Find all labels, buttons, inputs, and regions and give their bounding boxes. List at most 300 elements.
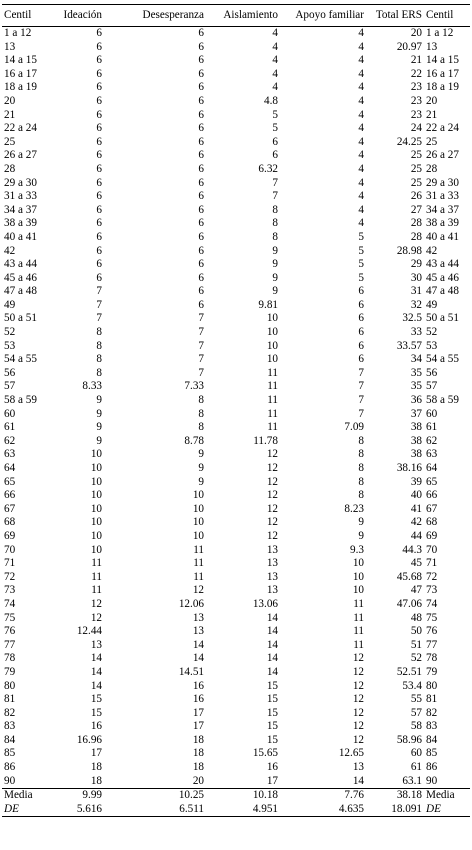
cell-ideacion: 8 xyxy=(96,339,102,352)
cell-centil-right: 58 a 59 xyxy=(426,394,459,407)
cell-aislamiento: 14 xyxy=(266,665,278,678)
table-row xyxy=(2,204,470,218)
sd-apoyo-familiar: 4.635 xyxy=(280,803,366,817)
cell-desesperanza: 17 xyxy=(192,720,204,733)
cell-ideacion: 6 xyxy=(96,40,102,53)
cell-total-ers: 38 xyxy=(410,448,422,461)
cell-centil-right: 71 xyxy=(426,557,438,570)
cell-desesperanza: 6 xyxy=(198,230,204,243)
cell-centil-right: 68 xyxy=(426,516,438,529)
sd-total-ers: 18.091 xyxy=(366,803,424,817)
cell-centil-right: 16 a 17 xyxy=(426,67,459,80)
cell-ideacion: 18 xyxy=(90,774,102,787)
cell-centil-left: 60 xyxy=(4,407,16,420)
cell-total-ers: 28 xyxy=(410,217,422,230)
cell-ideacion: 6 xyxy=(96,135,102,148)
cell-centil-left: 18 a 19 xyxy=(4,81,37,94)
cell-ideacion: 6 xyxy=(96,203,102,216)
cell-centil-left: 56 xyxy=(4,366,16,379)
cell-centil-right: 65 xyxy=(426,475,438,488)
cell-centil-right: 26 a 27 xyxy=(426,149,459,162)
cell-aislamiento: 9 xyxy=(272,271,278,284)
cell-apoyo-familiar: 11 xyxy=(353,625,364,638)
cell-centil-left: 66 xyxy=(4,489,16,502)
cell-centil-right: 67 xyxy=(426,502,438,515)
cell-apoyo-familiar: 9 xyxy=(358,529,364,542)
cell-apoyo-familiar: 7.09 xyxy=(344,421,364,434)
cell-total-ers: 45.68 xyxy=(396,570,422,583)
cell-centil-left: 34 a 37 xyxy=(4,203,37,216)
cell-aislamiento: 10 xyxy=(266,339,278,352)
cell-desesperanza: 10 xyxy=(192,489,204,502)
cell-ideacion: 16 xyxy=(90,720,102,733)
cell-total-ers: 63.1 xyxy=(402,774,422,787)
table-row xyxy=(2,149,470,163)
mean-apoyo-familiar: 7.76 xyxy=(280,789,366,803)
cell-total-ers: 52 xyxy=(410,652,422,665)
cell-ideacion: 11 xyxy=(91,584,102,597)
cell-centil-right: 29 a 30 xyxy=(426,176,459,189)
cell-desesperanza: 18 xyxy=(192,761,204,774)
cell-aislamiento: 9 xyxy=(272,258,278,271)
cell-ideacion: 6 xyxy=(96,81,102,94)
cell-centil-left: 85 xyxy=(4,747,16,760)
cell-aislamiento: 13 xyxy=(266,584,278,597)
cell-total-ers: 38 xyxy=(410,434,422,447)
table-row xyxy=(2,326,470,340)
header-centil-right: Centil xyxy=(424,5,470,27)
cell-centil-left: 1 a 12 xyxy=(4,27,32,39)
cell-aislamiento: 5 xyxy=(272,108,278,121)
cell-centil-right: 72 xyxy=(426,570,438,583)
cell-total-ers: 36 xyxy=(410,394,422,407)
cell-centil-right: 20 xyxy=(426,94,438,107)
cell-apoyo-familiar: 6 xyxy=(358,298,364,311)
table-row xyxy=(2,530,470,544)
cell-centil-right: 66 xyxy=(426,489,438,502)
table-row xyxy=(2,503,470,517)
cell-aislamiento: 14 xyxy=(266,611,278,624)
cell-total-ers: 25 xyxy=(410,176,422,189)
table-row xyxy=(2,584,470,598)
cell-aislamiento: 13 xyxy=(266,557,278,570)
cell-desesperanza: 6 xyxy=(198,217,204,230)
cell-centil-right: 25 xyxy=(426,135,438,148)
cell-apoyo-familiar: 8 xyxy=(358,448,364,461)
table-row xyxy=(2,612,470,626)
cell-ideacion: 16.96 xyxy=(76,733,102,746)
cell-ideacion: 10 xyxy=(90,516,102,529)
cell-centil-left: 67 xyxy=(4,502,16,515)
cell-ideacion: 18 xyxy=(90,761,102,774)
cell-desesperanza: 14.51 xyxy=(178,665,204,678)
cell-apoyo-familiar: 6 xyxy=(358,339,364,352)
cell-ideacion: 8 xyxy=(96,366,102,379)
cell-ideacion: 9 xyxy=(96,394,102,407)
cell-ideacion: 6 xyxy=(96,122,102,135)
cell-aislamiento: 15 xyxy=(266,679,278,692)
cell-centil-right: 85 xyxy=(426,747,438,760)
cell-apoyo-familiar: 12 xyxy=(352,706,364,719)
table-row xyxy=(2,666,470,680)
table-row xyxy=(2,598,470,612)
cell-desesperanza: 8 xyxy=(198,394,204,407)
cell-aislamiento: 9 xyxy=(272,285,278,298)
table-row xyxy=(2,380,470,394)
cell-aislamiento: 17 xyxy=(266,774,278,787)
cell-centil-left: 61 xyxy=(4,421,16,434)
cell-total-ers: 53.4 xyxy=(402,679,422,692)
cell-apoyo-familiar: 5 xyxy=(358,230,364,243)
table-row xyxy=(2,544,470,558)
cell-apoyo-familiar: 4 xyxy=(358,67,364,80)
table-row xyxy=(2,394,470,408)
table-row xyxy=(2,258,470,272)
cell-desesperanza: 6 xyxy=(198,94,204,107)
header-ideacion: Ideación xyxy=(52,5,104,27)
cell-aislamiento: 14 xyxy=(266,638,278,651)
cell-centil-left: 28 xyxy=(4,162,16,175)
cell-aislamiento: 6 xyxy=(272,135,278,148)
cell-aislamiento: 14 xyxy=(266,652,278,665)
cell-desesperanza: 9 xyxy=(198,462,204,474)
cell-total-ers: 45 xyxy=(410,557,422,570)
cell-desesperanza: 6 xyxy=(198,162,204,175)
cell-ideacion: 10 xyxy=(90,502,102,515)
cell-centil-left: 58 a 59 xyxy=(4,394,37,407)
cell-total-ers: 44 xyxy=(410,529,422,542)
cell-aislamiento: 8 xyxy=(272,230,278,243)
cell-apoyo-familiar: 4 xyxy=(358,217,364,230)
cell-total-ers: 20 xyxy=(410,27,422,39)
cell-ideacion: 6 xyxy=(96,94,102,107)
cell-ideacion: 17 xyxy=(90,747,102,760)
cell-centil-left: 79 xyxy=(4,665,16,678)
cell-centil-right: 22 a 24 xyxy=(426,122,459,135)
cell-aislamiento: 4 xyxy=(272,40,278,53)
cell-centil-right: 43 a 44 xyxy=(426,258,459,271)
table-row xyxy=(2,707,470,721)
cell-centil-right: 53 xyxy=(426,339,438,352)
table-row xyxy=(2,761,470,775)
cell-centil-right: 74 xyxy=(426,597,438,610)
cell-apoyo-familiar: 12 xyxy=(352,652,364,665)
table-row xyxy=(2,41,470,55)
cell-total-ers: 57 xyxy=(410,706,422,719)
cell-centil-right: 62 xyxy=(426,434,438,447)
cell-desesperanza: 6 xyxy=(198,40,204,53)
cell-centil-left: 82 xyxy=(4,706,16,719)
cell-centil-left: 65 xyxy=(4,475,16,488)
cell-centil-left: 64 xyxy=(4,462,16,474)
table-row xyxy=(2,340,470,354)
cell-centil-right: 90 xyxy=(426,774,438,787)
cell-apoyo-familiar: 11 xyxy=(353,611,364,624)
cell-ideacion: 6 xyxy=(96,176,102,189)
cell-ideacion: 10 xyxy=(90,448,102,461)
table-row xyxy=(2,136,470,150)
cell-total-ers: 48 xyxy=(410,611,422,624)
cell-ideacion: 8 xyxy=(96,326,102,339)
cell-centil-right: 50 a 51 xyxy=(426,312,459,325)
table-row xyxy=(2,122,470,136)
cell-desesperanza: 17 xyxy=(192,706,204,719)
cell-desesperanza: 7.33 xyxy=(184,380,204,393)
cell-aislamiento: 10 xyxy=(266,326,278,339)
cell-total-ers: 37 xyxy=(410,407,422,420)
cell-total-ers: 60 xyxy=(410,747,422,760)
table-row xyxy=(2,421,470,435)
cell-aislamiento: 8 xyxy=(272,203,278,216)
cell-total-ers: 58 xyxy=(410,720,422,733)
cell-aislamiento: 11.78 xyxy=(253,434,278,447)
cell-centil-left: 71 xyxy=(4,557,16,570)
sd-label-left: DE xyxy=(2,803,52,817)
cell-centil-left: 80 xyxy=(4,679,16,692)
cell-aislamiento: 15 xyxy=(266,720,278,733)
cell-centil-left: 53 xyxy=(4,339,16,352)
cell-desesperanza: 8 xyxy=(198,407,204,420)
table-row xyxy=(2,775,470,789)
cell-desesperanza: 14 xyxy=(192,638,204,651)
cell-ideacion: 9 xyxy=(96,407,102,420)
cell-desesperanza: 14 xyxy=(192,652,204,665)
cell-desesperanza: 11 xyxy=(193,557,204,570)
cell-apoyo-familiar: 4 xyxy=(358,190,364,203)
cell-centil-right: 60 xyxy=(426,407,438,420)
mean-aislamiento: 10.18 xyxy=(206,789,280,803)
header-desesperanza: Desesperanza xyxy=(104,5,206,27)
cell-apoyo-familiar: 4 xyxy=(358,81,364,94)
cell-centil-right: 28 xyxy=(426,162,438,175)
cell-aislamiento: 15 xyxy=(266,706,278,719)
cell-ideacion: 6 xyxy=(96,217,102,230)
cell-aislamiento: 4 xyxy=(272,54,278,67)
cell-aislamiento: 11 xyxy=(267,366,278,379)
cell-total-ers: 32 xyxy=(410,298,422,311)
cell-aislamiento: 13.06 xyxy=(252,597,278,610)
cell-centil-left: 90 xyxy=(4,774,16,787)
table-row xyxy=(2,639,470,653)
cell-apoyo-familiar: 5 xyxy=(358,271,364,284)
cell-apoyo-familiar: 4 xyxy=(358,203,364,216)
cell-aislamiento: 12 xyxy=(266,502,278,515)
cell-apoyo-familiar: 4 xyxy=(358,122,364,135)
cell-total-ers: 33 xyxy=(410,326,422,339)
cell-desesperanza: 6 xyxy=(198,190,204,203)
cell-total-ers: 25 xyxy=(410,162,422,175)
cell-centil-left: 68 xyxy=(4,516,16,529)
cell-aislamiento: 15 xyxy=(266,733,278,746)
cell-desesperanza: 10 xyxy=(192,529,204,542)
header-aislamiento: Aislamiento xyxy=(206,5,280,27)
cell-desesperanza: 20 xyxy=(192,774,204,787)
cell-desesperanza: 13 xyxy=(192,625,204,638)
cell-aislamiento: 9.81 xyxy=(258,298,278,311)
cell-centil-left: 45 a 46 xyxy=(4,271,37,284)
cell-centil-left: 77 xyxy=(4,638,16,651)
cell-centil-left: 47 a 48 xyxy=(4,285,37,298)
cell-apoyo-familiar: 4 xyxy=(358,27,364,39)
cell-ideacion: 6 xyxy=(96,149,102,162)
table-row xyxy=(2,217,470,231)
cell-desesperanza: 11 xyxy=(193,543,204,556)
cell-desesperanza: 6 xyxy=(198,203,204,216)
cell-centil-right: 45 a 46 xyxy=(426,271,459,284)
cell-aislamiento: 6 xyxy=(272,149,278,162)
cell-aislamiento: 11 xyxy=(267,407,278,420)
cell-centil-right: 83 xyxy=(426,720,438,733)
mean-row xyxy=(2,789,470,803)
cell-ideacion: 14 xyxy=(90,652,102,665)
cell-ideacion: 14 xyxy=(90,665,102,678)
percentile-norms-table xyxy=(2,4,470,817)
cell-total-ers: 26 xyxy=(410,190,422,203)
cell-total-ers: 23 xyxy=(410,108,422,121)
cell-apoyo-familiar: 4 xyxy=(358,94,364,107)
cell-centil-left: 78 xyxy=(4,652,16,665)
cell-aislamiento: 11 xyxy=(267,421,278,434)
cell-desesperanza: 8 xyxy=(198,421,204,434)
cell-centil-left: 69 xyxy=(4,529,16,542)
cell-centil-right: 75 xyxy=(426,611,438,624)
cell-ideacion: 8.33 xyxy=(82,380,102,393)
cell-ideacion: 13 xyxy=(90,638,102,651)
cell-apoyo-familiar: 6 xyxy=(358,285,364,298)
cell-desesperanza: 18 xyxy=(192,747,204,760)
cell-apoyo-familiar: 7 xyxy=(358,366,364,379)
cell-desesperanza: 7 xyxy=(198,312,204,325)
table-row xyxy=(2,54,470,68)
cell-desesperanza: 12.06 xyxy=(178,597,204,610)
cell-total-ers: 61 xyxy=(410,761,422,774)
table-row xyxy=(2,95,470,109)
cell-apoyo-familiar: 8 xyxy=(358,475,364,488)
cell-apoyo-familiar: 10 xyxy=(352,584,364,597)
cell-total-ers: 27 xyxy=(410,203,422,216)
table-row xyxy=(2,68,470,82)
cell-centil-right: 64 xyxy=(426,462,438,474)
cell-centil-right: 18 a 19 xyxy=(426,81,459,94)
table-row xyxy=(2,299,470,313)
cell-ideacion: 8 xyxy=(96,353,102,366)
cell-desesperanza: 6 xyxy=(198,108,204,121)
table-body xyxy=(2,27,470,789)
cell-total-ers: 38 xyxy=(410,421,422,434)
cell-ideacion: 7 xyxy=(96,298,102,311)
table-row xyxy=(2,462,470,476)
cell-aislamiento: 12 xyxy=(266,489,278,502)
cell-centil-left: 21 xyxy=(4,108,16,121)
sd-aislamiento: 4.951 xyxy=(206,803,280,817)
cell-centil-right: 1 a 12 xyxy=(426,27,454,39)
cell-total-ers: 24 xyxy=(410,122,422,135)
table-row xyxy=(2,312,470,326)
cell-aislamiento: 4 xyxy=(272,27,278,39)
cell-total-ers: 30 xyxy=(410,271,422,284)
cell-total-ers: 22 xyxy=(410,67,422,80)
cell-desesperanza: 16 xyxy=(192,679,204,692)
cell-aislamiento: 8 xyxy=(272,217,278,230)
table-row xyxy=(2,476,470,490)
cell-centil-right: 52 xyxy=(426,326,438,339)
cell-centil-left: 42 xyxy=(4,244,16,257)
cell-ideacion: 15 xyxy=(90,706,102,719)
cell-aislamiento: 10 xyxy=(266,312,278,325)
cell-apoyo-familiar: 4 xyxy=(358,108,364,121)
cell-total-ers: 24.25 xyxy=(396,135,422,148)
cell-total-ers: 51 xyxy=(410,638,422,651)
cell-centil-right: 42 xyxy=(426,244,438,257)
cell-ideacion: 10 xyxy=(90,529,102,542)
cell-desesperanza: 9 xyxy=(198,475,204,488)
cell-aislamiento: 13 xyxy=(266,543,278,556)
cell-desesperanza: 6 xyxy=(198,258,204,271)
mean-label-right: Media xyxy=(424,789,470,803)
cell-desesperanza: 6 xyxy=(198,135,204,148)
cell-ideacion: 10 xyxy=(90,543,102,556)
cell-total-ers: 23 xyxy=(410,94,422,107)
cell-apoyo-familiar: 8 xyxy=(358,462,364,474)
cell-apoyo-familiar: 4 xyxy=(358,54,364,67)
cell-total-ers: 32.5 xyxy=(402,312,422,325)
cell-centil-left: 74 xyxy=(4,597,16,610)
cell-apoyo-familiar: 10 xyxy=(352,557,364,570)
cell-ideacion: 12.44 xyxy=(76,625,102,638)
cell-apoyo-familiar: 12.65 xyxy=(338,747,364,760)
cell-centil-left: 63 xyxy=(4,448,16,461)
cell-aislamiento: 7 xyxy=(272,190,278,203)
cell-centil-left: 40 a 41 xyxy=(4,230,37,243)
cell-total-ers: 41 xyxy=(410,502,422,515)
cell-centil-right: 54 a 55 xyxy=(426,353,459,366)
cell-centil-left: 52 xyxy=(4,326,16,339)
cell-apoyo-familiar: 7 xyxy=(358,407,364,420)
table-row xyxy=(2,367,470,381)
sd-label-right: DE xyxy=(424,803,470,817)
cell-aislamiento: 12 xyxy=(266,516,278,529)
mean-ideacion: 9.99 xyxy=(52,789,104,803)
cell-centil-left: 70 xyxy=(4,543,16,556)
cell-apoyo-familiar: 4 xyxy=(358,162,364,175)
cell-apoyo-familiar: 9 xyxy=(358,516,364,529)
mean-total-ers: 38.18 xyxy=(366,789,424,803)
cell-desesperanza: 6 xyxy=(198,244,204,257)
cell-centil-left: 31 a 33 xyxy=(4,190,37,203)
cell-centil-right: 73 xyxy=(426,584,438,597)
cell-centil-left: 25 xyxy=(4,135,16,148)
cell-centil-left: 73 xyxy=(4,584,16,597)
cell-aislamiento: 14 xyxy=(266,625,278,638)
cell-total-ers: 34 xyxy=(410,353,422,366)
cell-centil-right: 57 xyxy=(426,380,438,393)
cell-ideacion: 9 xyxy=(96,434,102,447)
cell-total-ers: 47 xyxy=(410,584,422,597)
cell-aislamiento: 12 xyxy=(266,529,278,542)
cell-desesperanza: 11 xyxy=(193,570,204,583)
cell-apoyo-familiar: 10 xyxy=(352,570,364,583)
cell-centil-left: 43 a 44 xyxy=(4,258,37,271)
cell-ideacion: 7 xyxy=(96,285,102,298)
mean-desesperanza: 10.25 xyxy=(104,789,206,803)
cell-ideacion: 6 xyxy=(96,108,102,121)
cell-ideacion: 6 xyxy=(96,271,102,284)
cell-desesperanza: 6 xyxy=(198,122,204,135)
table-row xyxy=(2,448,470,462)
cell-aislamiento: 4 xyxy=(272,81,278,94)
cell-desesperanza: 6 xyxy=(198,27,204,39)
cell-total-ers: 28.98 xyxy=(396,244,422,257)
